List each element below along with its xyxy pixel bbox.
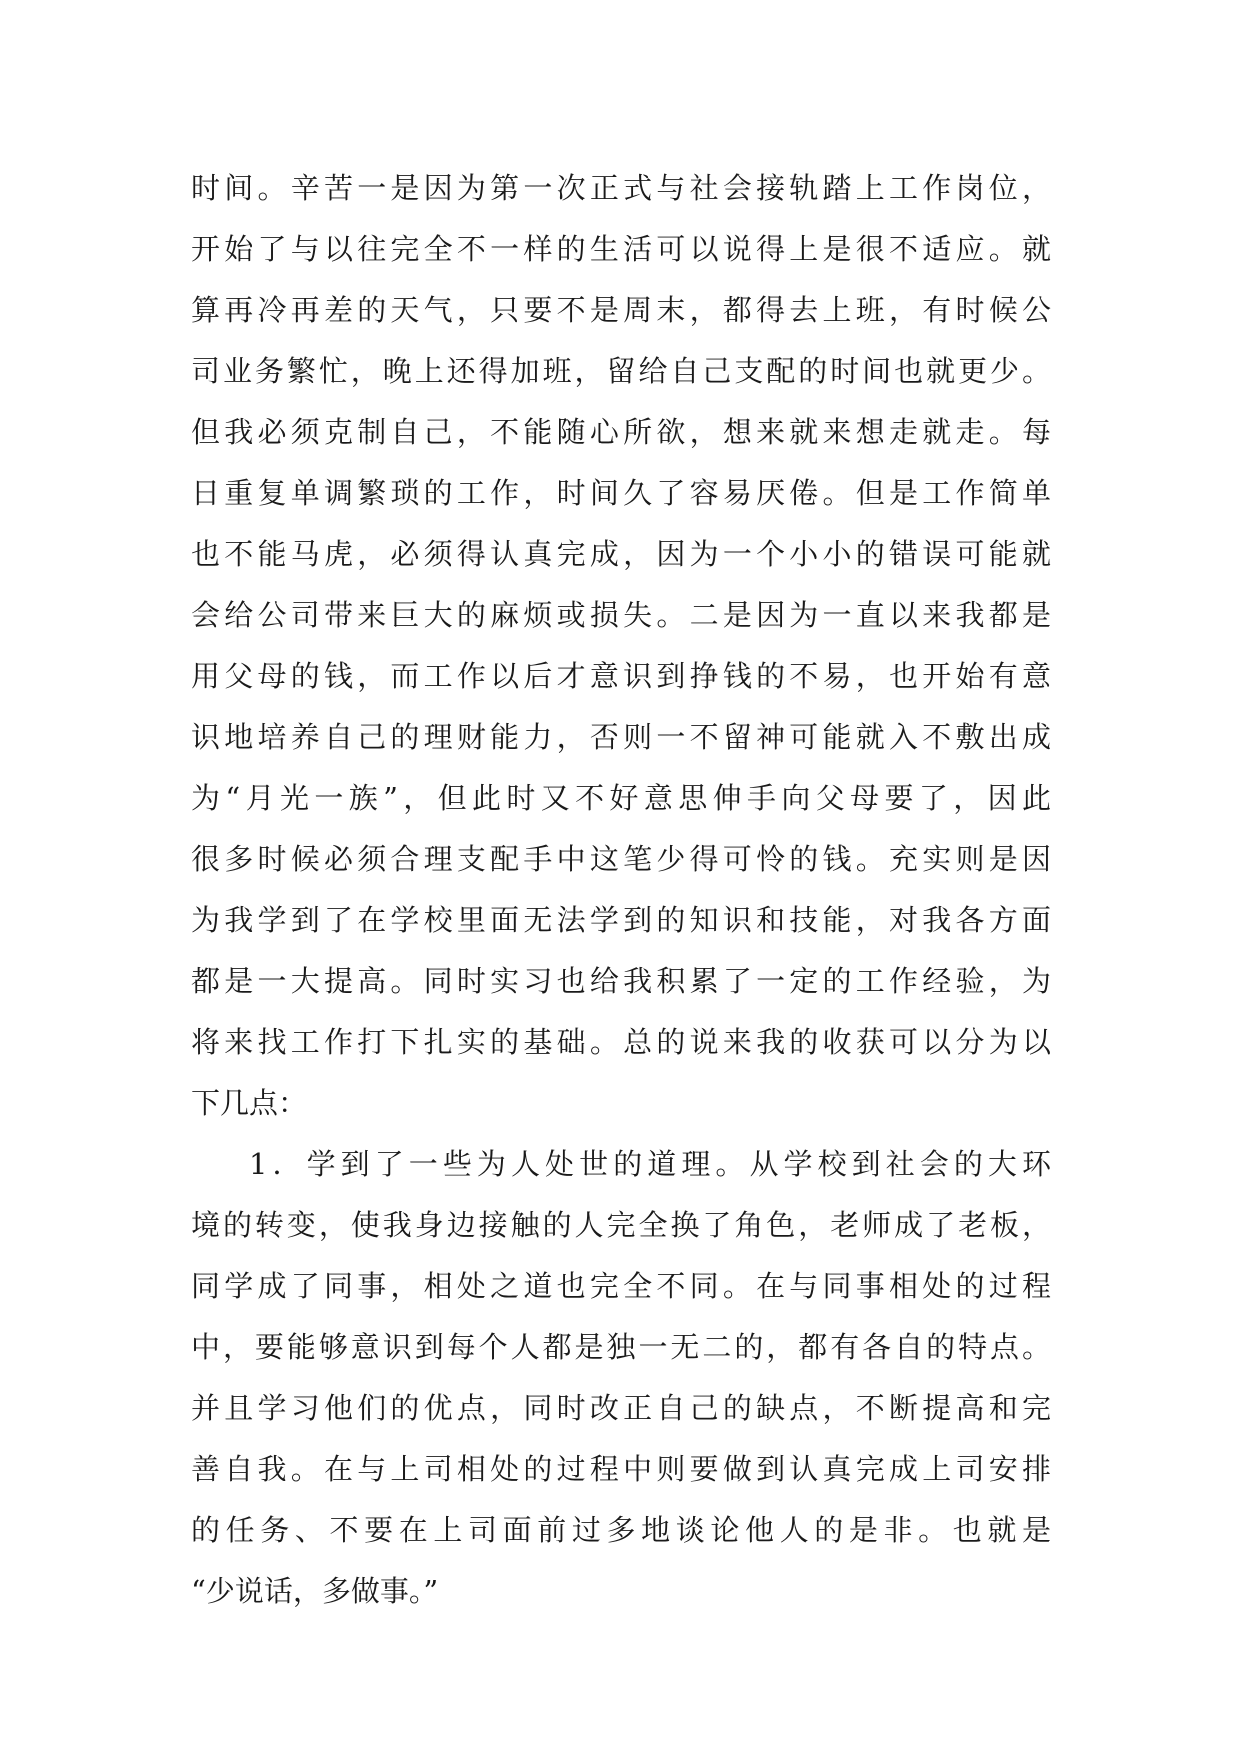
paragraph-2 — [191, 1134, 1051, 1622]
text-line: 但我必须克制自己，不能随心所欲，想来就来想走就走。每 — [191, 415, 1051, 449]
text-line: 用父母的钱，而工作以后才意识到挣钱的不易，也开始有意 — [191, 659, 1051, 693]
body-text — [191, 158, 1051, 1622]
text-line: 司业务繁忙，晚上还得加班，留给自己支配的时间也就更少。 — [191, 354, 1051, 388]
text-line: 日重复单调繁琐的工作，时间久了容易厌倦。但是工作简单 — [191, 476, 1051, 510]
text-line: 将来找工作打下扎实的基础。总的说来我的收获可以分为以 — [191, 1025, 1051, 1059]
text-line: 都是一大提高。同时实习也给我积累了一定的工作经验，为 — [191, 964, 1051, 998]
text-line: 下几点： — [191, 1086, 308, 1120]
text-line: “少说话，多做事。” — [191, 1574, 439, 1608]
text-line: 境的转变，使我身边接触的人完全换了角色，老师成了老板， — [191, 1208, 1051, 1242]
text-line: 善自我。在与上司相处的过程中则要做到认真完成上司安排 — [191, 1452, 1051, 1486]
paragraph-1 — [191, 158, 1051, 1134]
text-line: 识地培养自己的理财能力，否则一不留神可能就入不敷出成 — [191, 720, 1051, 754]
text-line: 并且学习他们的优点，同时改正自己的缺点，不断提高和完 — [191, 1391, 1051, 1425]
text-line: 开始了与以往完全不一样的生活可以说得上是很不适应。就 — [191, 232, 1051, 266]
text-line: 时间。辛苦一是因为第一次正式与社会接轨踏上工作岗位， — [191, 171, 1051, 205]
text-line: 1．学到了一些为人处世的道理。从学校到社会的大环 — [249, 1147, 1051, 1181]
text-line: 同学成了同事，相处之道也完全不同。在与同事相处的过程 — [191, 1269, 1051, 1303]
text-line: 中，要能够意识到每个人都是独一无二的，都有各自的特点。 — [191, 1330, 1051, 1364]
text-line: 的任务、不要在上司面前过多地谈论他人的是非。也就是 — [191, 1513, 1051, 1547]
text-line: 为我学到了在学校里面无法学到的知识和技能，对我各方面 — [191, 903, 1051, 937]
text-line: 会给公司带来巨大的麻烦或损失。二是因为一直以来我都是 — [191, 598, 1051, 632]
text-line: 很多时候必须合理支配手中这笔少得可怜的钱。充实则是因 — [191, 842, 1051, 876]
text-line: 也不能马虎，必须得认真完成，因为一个小小的错误可能就 — [191, 537, 1051, 571]
text-line: 算再冷再差的天气，只要不是周末，都得去上班，有时候公 — [191, 293, 1051, 327]
text-line: 为“月光一族”，但此时又不好意思伸手向父母要了，因此 — [191, 781, 1051, 815]
